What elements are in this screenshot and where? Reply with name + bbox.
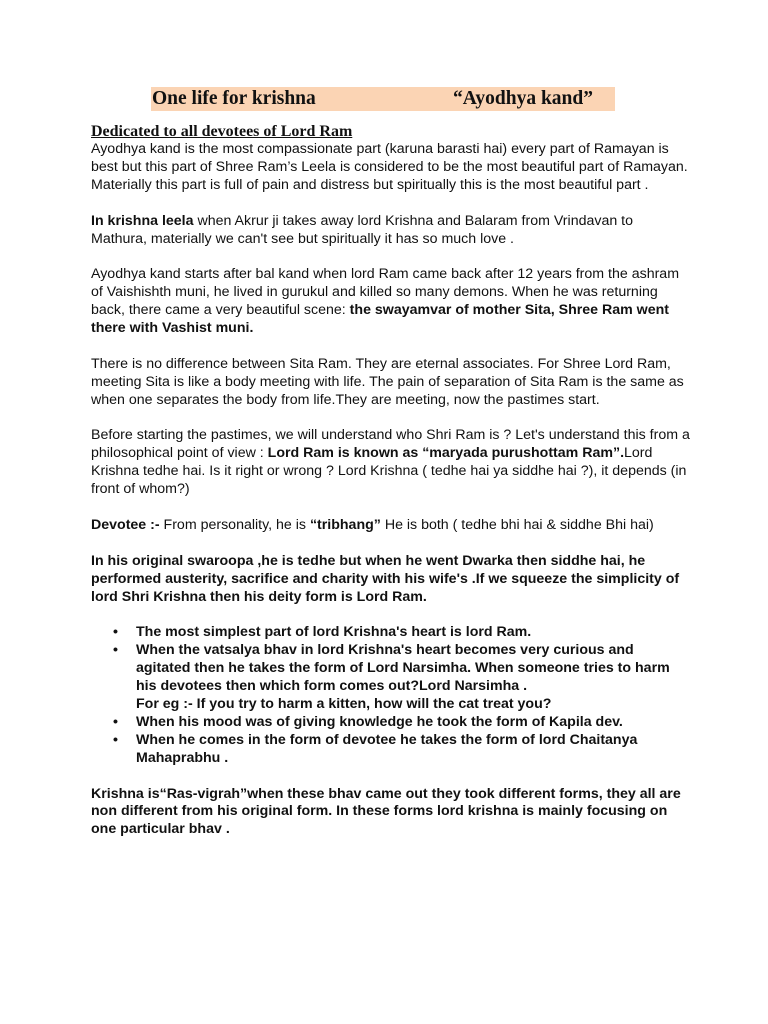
paragraph-shri-ram	[91, 427, 691, 499]
paragraph-ayodhya-kand	[91, 266, 691, 338]
paragraph-text-2: Lord Krishna tedhe hai. Is it right or wrong ? Lord Krishna ( tedhe hai ya siddhe hai ?), it depends (in front of whom?)	[91, 445, 687, 498]
bullet-marker: •	[113, 624, 118, 641]
paragraph-bold: “tribhang”	[309, 516, 381, 533]
paragraph-text: From personality, he is	[159, 516, 310, 533]
title-right: “Ayodhya kand”	[453, 88, 593, 109]
document-body	[91, 141, 691, 857]
bullet-marker: •	[113, 731, 118, 748]
title-left: One life for krishna	[152, 88, 316, 109]
list-item-text: When he comes in the form of devotee he takes the form of lord Chaitanya Mahaprabhu .	[136, 731, 638, 766]
list-item-text: When his mood was of giving knowledge he took the form of Kapila dev.	[136, 713, 623, 730]
paragraph-krishna-leela	[91, 213, 691, 249]
paragraph-lead: Devotee :-	[91, 516, 160, 533]
paragraph-text: Ayodhya kand starts after bal kand when lord Ram came back after 12 years from the ashram of Vaishishth muni, he lived in gurukul and killed so many demons. When he was returning back, there came a very beautiful scene:	[91, 266, 680, 319]
list-item	[91, 732, 691, 768]
paragraph-intro: Ayodhya kand is the most compassionate part (karuna barasti hai) every part of Ramayan is best but this part of Shree Ram’s Leela is considered to be the most beautiful part of Ramayan. Materially this part is full of pain and distress but spiritually this is the most beautiful part .	[91, 141, 688, 193]
paragraph-sita-ram: There is no difference between Sita Ram. They are eternal associates. For Shree Lord Ram, meeting Sita is like a body meeting with life. The pain of separation of Sita Ram is the same as when one separates the body from life.They are meeting, now the pastimes start.	[91, 355, 684, 408]
bullet-list	[91, 624, 691, 767]
paragraph-lead: In krishna leela	[91, 212, 194, 229]
paragraph-swaroopa: In his original swaroopa ,he is tedhe but when he went Dwarka then siddhe hai, he performed austerity, sacrifice and charity with his wife's .If we squeeze the simplicity of lord Shri Krishna then his deity form is Lord Ram.	[91, 552, 680, 605]
bullet-marker: •	[113, 713, 118, 730]
paragraph-bold: Lord Ram is known as “maryada purushottam Ram”.	[267, 445, 625, 462]
paragraph-text-2: He is both ( tedhe bhi hai & siddhe Bhi hai)	[380, 516, 654, 533]
list-item-example: For eg :- If you try to harm a kitten, how will the cat treat you?	[136, 695, 552, 712]
list-item-text: The most simplest part of lord Krishna's heart is lord Ram.	[136, 624, 532, 641]
list-item	[91, 714, 691, 732]
paragraph-bold: the swayamvar of mother Sita, Shree Ram went there with Vashist muni.	[91, 302, 669, 337]
paragraph-text: when Akrur ji takes away lord Krishna and Balaram from Vrindavan to Mathura, materially we can't see but spiritually it has so much love .	[91, 212, 634, 247]
paragraph-ras-vigrah: Krishna is“Ras-vigrah”when these bhav came out they took different forms, they all are non different from his original form. In these forms lord krishna is mainly focusing on one particular bhav .	[91, 785, 681, 838]
bullet-marker: •	[113, 642, 118, 659]
dedication-heading: Dedicated to all devotees of Lord Ram	[91, 123, 353, 140]
paragraph-devotee	[91, 517, 691, 535]
list-item	[91, 624, 691, 642]
paragraph-text: Before starting the pastimes, we will understand who Shri Ram is ? Let's understand this from a philosophical point of view :	[91, 427, 690, 462]
list-item	[91, 642, 691, 714]
list-item-text: When the vatsalya bhav in lord Krishna's heart becomes very curious and agitated then he takes the form of Lord Narsimha. When someone tries to harm his devotees then which form comes out?Lord Narsimha .	[136, 642, 670, 695]
title-highlight	[151, 87, 615, 111]
